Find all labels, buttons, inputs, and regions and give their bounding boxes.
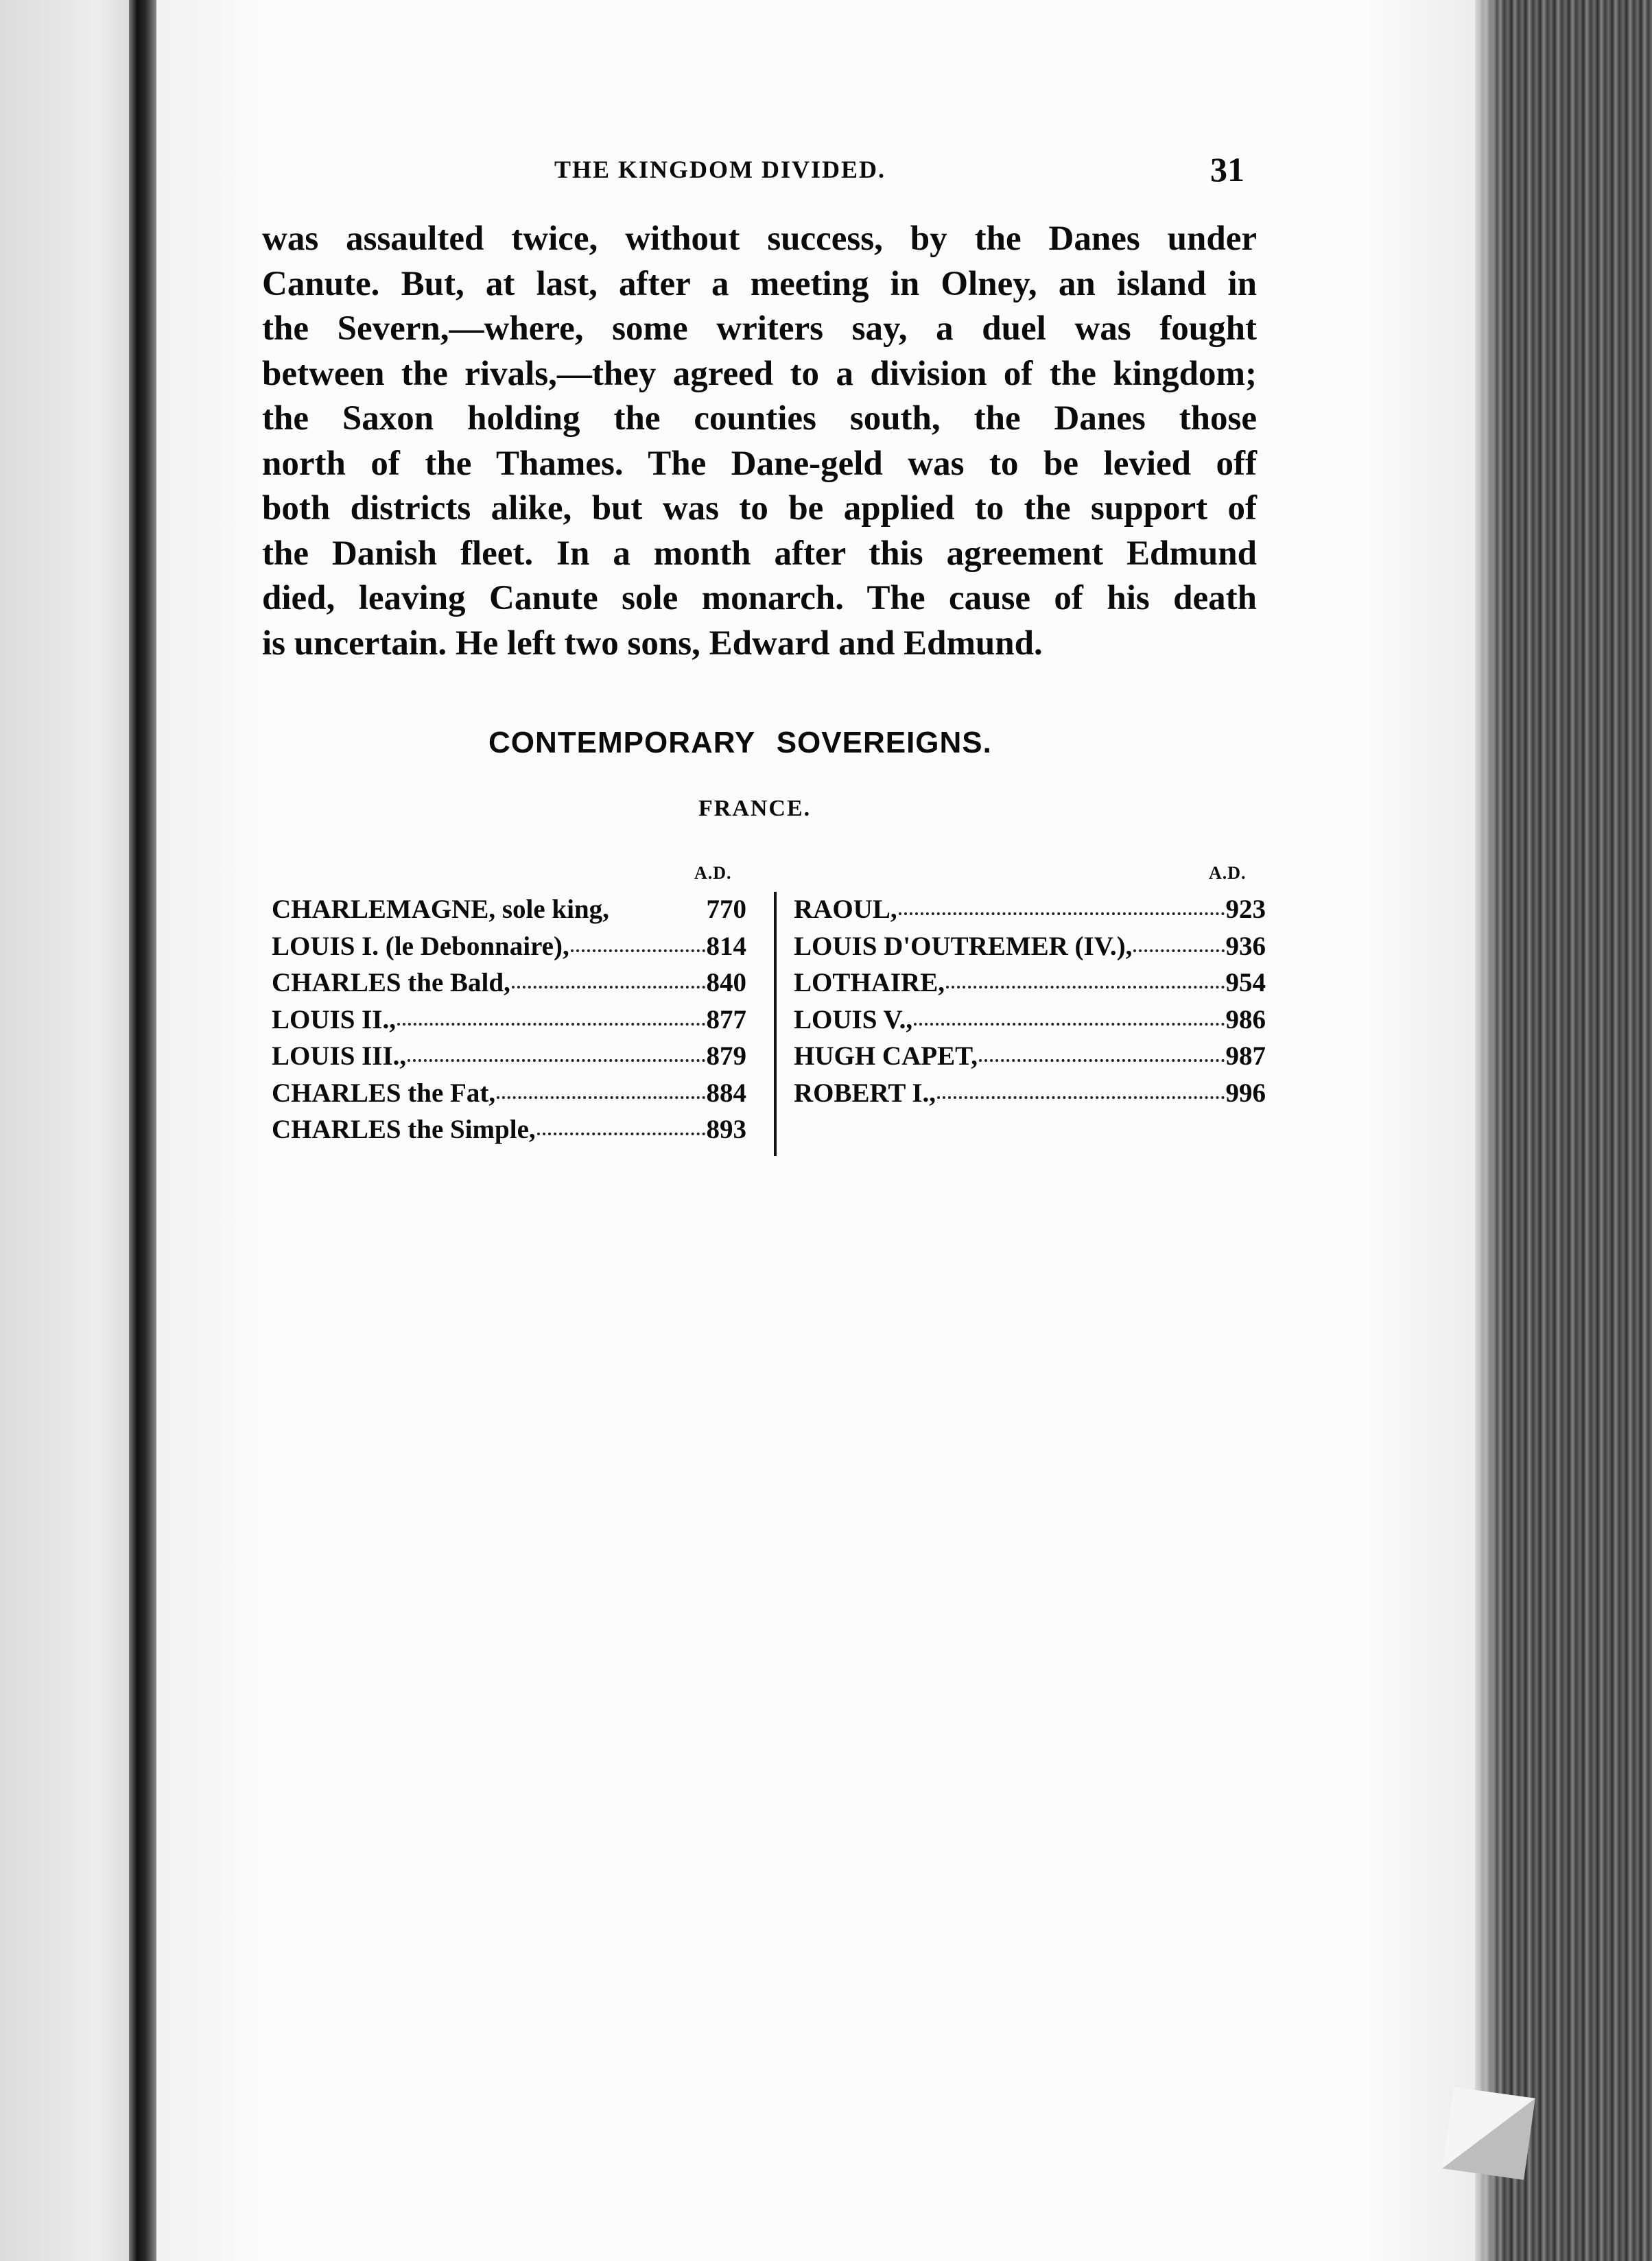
section-heading: CONTEMPORARY SOVEREIGNS. <box>488 726 992 759</box>
sovereign-year: 987 <box>1225 1041 1266 1071</box>
dot-leader <box>571 949 705 952</box>
text-line: the Danish fleet. In a month after this agreement Edmund <box>262 534 1257 573</box>
sovereign-year: 884 <box>706 1078 746 1108</box>
sovereign-row <box>272 894 746 931</box>
dot-leader <box>512 986 705 989</box>
sovereign-name: CHARLES the Bald, <box>272 968 510 997</box>
sovereign-row <box>272 1004 746 1041</box>
year-column-header: A.D. <box>1209 863 1247 883</box>
column-divider <box>774 892 777 1156</box>
sovereign-year: 814 <box>706 931 746 961</box>
sovereign-name: LOUIS V., <box>794 1004 913 1034</box>
sovereign-row <box>272 1078 746 1115</box>
facing-page-edge <box>0 0 141 2261</box>
sovereign-row <box>794 1078 1266 1115</box>
text-line: died, leaving Canute sole monarch. The cause of his death <box>262 579 1257 617</box>
dot-leader <box>937 1096 1224 1099</box>
text-line: was assaulted twice, without success, by the Danes under <box>262 220 1257 258</box>
sovereign-row <box>272 931 746 968</box>
sovereign-name: ROBERT I., <box>794 1078 936 1108</box>
text-line: north of the Thames. The Dane-geld was to be levied off <box>262 444 1257 483</box>
text-line: the Saxon holding the counties south, the Danes those <box>262 399 1257 438</box>
sovereign-year: 877 <box>706 1004 746 1034</box>
dot-leader <box>979 1059 1225 1062</box>
dot-leader <box>899 912 1225 915</box>
sovereign-name: RAOUL, <box>794 895 897 924</box>
text-line: the Severn,—where, some writers say, a duel was fought <box>262 309 1257 348</box>
sovereign-row <box>794 967 1266 1004</box>
sovereign-year: 986 <box>1225 1004 1266 1034</box>
sovereign-year: 936 <box>1225 931 1266 961</box>
text-line: between the rivals,—they agreed to a division of the kingdom; <box>262 354 1257 393</box>
sovereign-name: LOUIS III., <box>272 1041 407 1071</box>
sovereigns-right-column <box>794 894 1266 1114</box>
dot-leader <box>408 1059 705 1062</box>
page-stack-edge <box>1475 0 1652 2261</box>
sovereign-name: CHARLEMAGNE, sole king, <box>272 895 609 924</box>
sovereign-row <box>272 1041 746 1078</box>
sovereign-year: 923 <box>1225 895 1266 924</box>
sovereign-row <box>272 1114 746 1151</box>
dot-leader <box>946 986 1225 989</box>
sovereign-year: 770 <box>706 895 746 924</box>
sovereign-row <box>794 931 1266 968</box>
sovereign-name: LOTHAIRE, <box>794 968 945 997</box>
running-head: THE KINGDOM DIVIDED. <box>554 156 886 183</box>
sovereign-year: 840 <box>706 968 746 997</box>
sovereign-year: 996 <box>1225 1078 1266 1108</box>
sovereign-name: HUGH CAPET, <box>794 1041 978 1071</box>
sovereign-name: LOUIS I. (le Debonnaire), <box>272 931 569 961</box>
body-paragraph <box>262 217 1257 666</box>
dot-leader <box>397 1023 705 1026</box>
dot-leader <box>1133 949 1224 952</box>
sovereign-row <box>272 967 746 1004</box>
sovereign-year: 893 <box>706 1115 746 1144</box>
sovereign-year: 954 <box>1225 968 1266 997</box>
book-gutter <box>129 0 156 2261</box>
sovereign-name: LOUIS D'OUTREMER (IV.), <box>794 931 1133 961</box>
text-line: Canute. But, at last, after a meeting in Olney, an island in <box>262 264 1257 303</box>
sovereign-name: CHARLES the Fat, <box>272 1078 496 1108</box>
sovereigns-left-column <box>272 894 746 1151</box>
dot-leader <box>914 1023 1224 1026</box>
sovereign-name: CHARLES the Simple, <box>272 1115 536 1144</box>
dot-leader <box>537 1133 705 1135</box>
folded-corner <box>1442 2087 1535 2180</box>
sovereign-row <box>794 1041 1266 1078</box>
country-heading: FRANCE. <box>698 796 812 821</box>
page-number: 31 <box>1210 150 1244 189</box>
sovereign-year: 879 <box>706 1041 746 1071</box>
sovereign-name: LOUIS II., <box>272 1004 396 1034</box>
sovereign-row <box>794 894 1266 931</box>
text-line: both districts alike, but was to be applied to the support of <box>262 489 1257 528</box>
dot-leader <box>497 1096 705 1099</box>
text-line: is uncertain. He left two sons, Edward and Edmund. <box>262 624 1043 663</box>
year-column-header: A.D. <box>694 863 732 883</box>
sovereign-row <box>794 1004 1266 1041</box>
